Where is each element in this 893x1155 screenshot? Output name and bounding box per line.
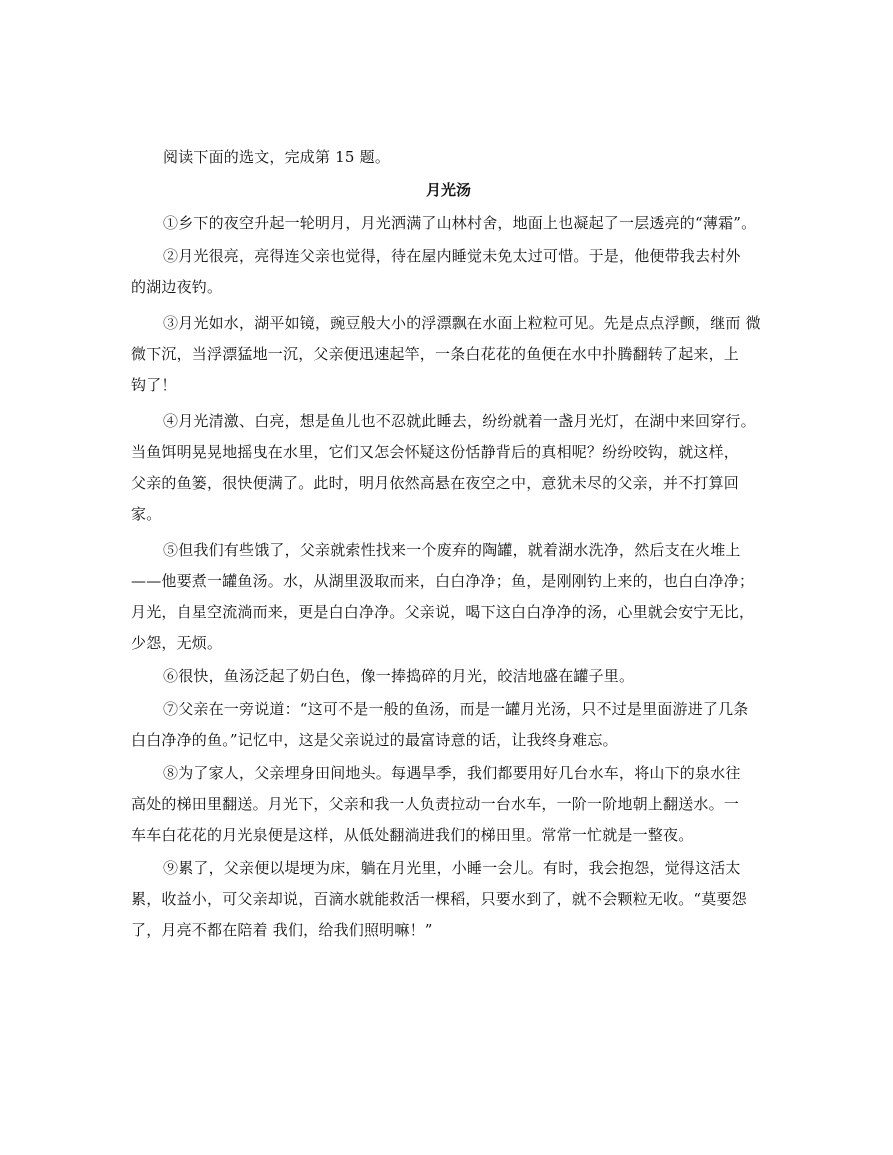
paragraph-line: 了，月亮不都在陪着 我们，给我们照明嘛！” bbox=[131, 921, 433, 939]
paragraph-line: 车车白花花的月光泉便是这样，从低处翻淌进我们的梯田里。常常一忙就是一整夜。 bbox=[131, 826, 694, 844]
paragraph-line: ⑥很快，鱼汤泛起了奶白色，像一捧捣碎的月光，皎洁地盛在罐子里。 bbox=[163, 667, 635, 685]
paragraph-line: 钩了！ bbox=[131, 376, 177, 394]
paragraph-line: 月光，自星空流淌而来，更是白白净净。父亲说，喝下这白白净净的汤，心里就会安宁无比， bbox=[131, 603, 755, 621]
intro-instruction: 阅读下面的选文，完成第 15 题。 bbox=[163, 148, 391, 166]
paragraph-line: 累，收益小，可父亲却说，百滴水就能救活一棵稻，只要水到了，就不会颗粒无收。“莫要怨 bbox=[131, 890, 747, 908]
paragraph-4 bbox=[131, 406, 766, 530]
paragraph-3 bbox=[131, 308, 766, 401]
paragraph-line: 少怨，无烦。 bbox=[131, 634, 223, 652]
paragraph-9 bbox=[131, 853, 766, 946]
paragraph-1 bbox=[131, 208, 766, 239]
paragraph-line: 父亲的鱼篓，很快便满了。此时，明月依然高悬在夜空之中，意犹未尽的父亲，并不打算回 bbox=[131, 474, 740, 492]
paragraph-line: ⑧为了家人，父亲埋身田间地头。每遇旱季，我们都要用好几台水车，将山下的泉水往 bbox=[163, 764, 741, 782]
paragraph-line: 家。 bbox=[131, 505, 162, 523]
paragraph-line: ②月光很亮，亮得连父亲也觉得，待在屋内睡觉未免太过可惜。于是，他便带我去村外 bbox=[163, 247, 741, 265]
paragraph-5 bbox=[131, 535, 766, 659]
paragraph-line: ①乡下的夜空升起一轮明月，月光洒满了山林村舍，地面上也凝起了一层透亮的“薄霜”。 bbox=[163, 214, 757, 232]
paragraph-2 bbox=[131, 241, 766, 303]
paragraph-6 bbox=[131, 661, 766, 692]
paragraph-line: 微下沉，当浮漂猛地一沉，父亲便迅速起竿，一条白花花的鱼便在水中扑腾翻转了起来，上 bbox=[131, 345, 740, 363]
paragraph-line: ③月光如水，湖平如镜，豌豆般大小的浮漂飘在水面上粒粒可见。先是点点浮颤，继而 微 bbox=[163, 314, 761, 332]
paragraph-line: ——他要煮一罐鱼汤。水，从湖里汲取而来，白白净净；鱼，是刚刚钓上来的，也白白净净； bbox=[131, 572, 755, 590]
paragraph-8 bbox=[131, 758, 766, 851]
paragraph-line: 的湖边夜钓。 bbox=[131, 278, 223, 296]
paragraph-line: ④月光清激、白亮，想是鱼儿也不忍就此睡去，纷纷就着一盏月光灯，在湖中来回穿行。 bbox=[163, 412, 756, 430]
paragraph-line: 当鱼饵明晃晃地摇曳在水里，它们又怎会怀疑这份恬静背后的真相呢？纷纷咬钩，就这样， bbox=[131, 443, 740, 461]
reading-passage bbox=[131, 142, 766, 946]
paragraph-line: 高处的梯田里翻送。月光下，父亲和我一人负责拉动一台水车，一阶一阶地朝上翻送水。一 bbox=[131, 795, 740, 813]
paragraph-line: 白白净净的鱼。”记忆中，这是父亲说过的最富诗意的话，让我终身难忘。 bbox=[131, 731, 618, 749]
paragraph-line: ⑤但我们有些饿了，父亲就索性找来一个废弃的陶罐，就着湖水洗净，然后支在火堆上 bbox=[163, 541, 741, 559]
passage-title: 月光汤 bbox=[425, 181, 471, 199]
paragraph-7 bbox=[131, 694, 766, 756]
paragraph-line: ⑦父亲在一旁说道：“这可不是一般的鱼汤，而是一罐月光汤，只不过是里面游进了几条 bbox=[163, 700, 749, 718]
paragraph-line: ⑨累了，父亲便以堤埂为床，躺在月光里，小睡一会儿。有时，我会抱怨，觉得这活太 bbox=[163, 859, 741, 877]
